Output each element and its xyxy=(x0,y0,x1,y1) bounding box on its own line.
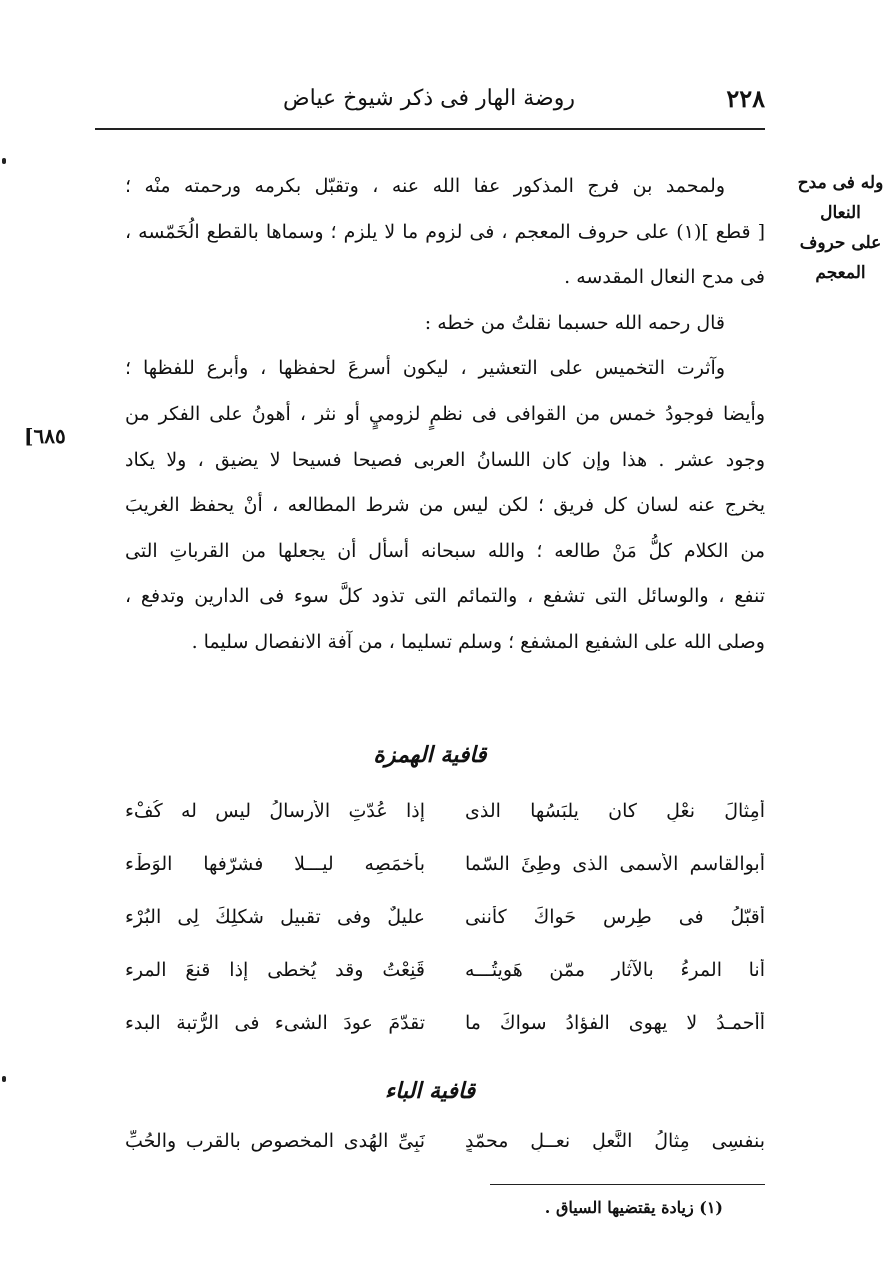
prose-line: وجود عشر . هذا وإن كان اللسانُ العربى فصيحا فسيحا لا يضيق ، ولا يكاد xyxy=(125,448,765,471)
section-heading-ba: قافية الباء xyxy=(384,1078,476,1104)
margin-note-line: وله فى مدح النعال xyxy=(797,173,884,223)
footnote: (١) زيادة يقتضيها السياق . xyxy=(544,1198,723,1217)
prose-block xyxy=(125,164,765,666)
verse-first-hemistich: بنفسِى مِثالُ النَّعلِ نعــلِ محمّدٍ xyxy=(465,1130,765,1152)
prose-line: ولمحمد بن فرج المذكور عفا الله عنه ، وتقبّل بكرمه ورحمته منْه ؛ xyxy=(125,175,725,197)
scan-mark xyxy=(2,158,6,164)
prose-line: فى مدح النعال المقدسه . xyxy=(564,266,765,289)
prose-line: من الكلام كلُّ مَنْ طالعه ؛ والله سبحانه أسأل أن يجعلها من القرباتِ التى xyxy=(125,539,765,562)
manuscript-folio-ref: [٦٨٥ xyxy=(24,424,66,448)
prose-line: يخرج عنه لسان كل فريق ؛ لكن ليس من شرط المطالعه ، أنْ يحفظ الغريبَ xyxy=(125,494,765,517)
prose-line: [ قطع ](١) على حروف المعجم ، فى لزوم ما لا يلزم ؛ وسماها بالقطع الُخَمّسه ، xyxy=(125,220,765,243)
prose-line: وأيضا فوجودُ خمس من القوافى فى نظمٍ لزوميٍ أو نثر ، أهونُ على الفكر من xyxy=(125,402,765,425)
prose-line: قال رحمه الله حسبما نقلتُ من خطه : xyxy=(424,311,725,334)
verse xyxy=(125,906,765,959)
verse-second-hemistich: نَبِىِّ الهُدى المخصوصِ بالقرب والحُبِّ xyxy=(125,1130,425,1152)
verse-second-hemistich: تقدّمَ عودَ الشىء فى الرُّتبة البدء xyxy=(125,1012,425,1034)
page-number: ٢٢٨ xyxy=(726,84,765,113)
verse-first-hemistich: أُقبّلُ فى طِرسٍ حَواكَ كأننى xyxy=(465,906,765,928)
verse-block-ba xyxy=(125,1130,765,1183)
margin-note-line: المعجم xyxy=(815,263,866,283)
prose-line: وآثرت التخميس على التعشير ، ليكون أسرعَ لحفظها ، وأبرع للفظها ؛ xyxy=(125,357,725,380)
running-title: روضة الهار فى ذكر شيوخ عياض xyxy=(283,86,575,111)
verse xyxy=(125,853,765,906)
verse xyxy=(125,1130,765,1183)
verse-second-hemistich: قَنِعْتُ وقد يُخطى إذا قنعَ المرء xyxy=(125,959,425,981)
verse-first-hemistich: أبوالقاسمِ الأسمى الذى وطِئَ السّما xyxy=(465,853,765,875)
prose-line: وصلى الله على الشفيع المشفع ؛ وسلم تسليما ، من آفة الانفصال سليما . xyxy=(191,630,765,653)
margin-note-line: على حروف xyxy=(799,233,882,253)
margin-note xyxy=(793,168,888,288)
scan-mark xyxy=(2,1076,6,1082)
verse xyxy=(125,959,765,1012)
verse-first-hemistich: أنا المرءُ بالآثار ممّن هَويتُـــه xyxy=(465,959,765,981)
verse-first-hemistich: أأحمـدُ لا يهوى الفؤادُ سواكَ ما xyxy=(465,1012,765,1034)
verse xyxy=(125,1012,765,1065)
header-rule xyxy=(95,128,765,130)
verse-second-hemistich: إذا عُدّتِ الأرسالُ ليس له كُفْء xyxy=(125,800,425,822)
verse-block-hamza xyxy=(125,800,765,1065)
verse-first-hemistich: أَمِثالَ نعْلٍ كان يلبَسُها الذى xyxy=(465,800,765,822)
prose-line: تنفع ، والوسائل التى تشفع ، والتمائم التى تذود كلَّ سوء فى الدارين وتدفع ، xyxy=(125,585,765,608)
footnote-rule xyxy=(490,1184,765,1185)
verse xyxy=(125,800,765,853)
page-header xyxy=(95,84,765,130)
verse-second-hemistich: عليلٌ وفى تقبيل شكلِكَ لِى البُرْء xyxy=(125,906,425,928)
section-heading-hamza: قافية الهمزة xyxy=(373,742,487,768)
verse-second-hemistich: بأخمَصِه ليـــلا فشرّفها الوَطْء xyxy=(125,853,425,875)
